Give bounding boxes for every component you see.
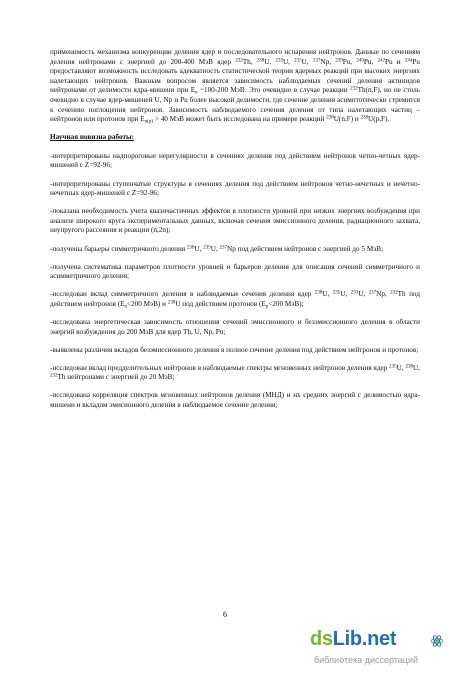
novelty-item — [50, 364, 420, 383]
logo-lib: Lib — [332, 628, 362, 650]
superscript: 237 — [219, 244, 228, 250]
superscript: 242 — [377, 58, 385, 63]
superscript: 238 — [314, 290, 323, 296]
text: U, — [282, 57, 295, 66]
text: -исследован вклад предделительных нейтронов в наблюдаемые спектры мгновенных нейтронов деления ядер — [50, 363, 390, 372]
logo-ds: ds — [310, 628, 333, 650]
document-body — [50, 48, 420, 419]
text: U, — [210, 244, 220, 253]
superscript: 235 — [203, 244, 211, 250]
text: Th нейтронами с энергией до 20 МэВ; — [57, 373, 175, 382]
text: U(n,F) и — [333, 115, 361, 124]
text: U, — [396, 363, 406, 372]
text: U, — [322, 290, 333, 299]
text: Th(n,F), но не столь очевидно в случае ядер-мишеней U, Np и Pu более высокой делимости, где сечение деления асимптотически стремится к сечению поглощения нейтронов. Зависимость наблюдаемого сечения деления от типа налетающих частиц – нейтронов или протонов при E — [50, 86, 420, 124]
text: предоставляют возможность исследовать адекватность статистической теории ядерных реакций при высоких энергиях налетающих нейтронов. Важным вопросом является зависимость наблюдаемых сечений деления актинидов нейтронами от делимости ядра-мишени при E — [50, 67, 420, 95]
text: U(p,F). — [368, 115, 390, 124]
superscript: 232 — [390, 290, 398, 296]
text: применимость механизма конкуренции деления ядер и последовательного испарения нейтронов. Данные по сечениям деления нейтронами с энергией до 200-400 МэВ ядер — [50, 48, 420, 66]
novelty-item: -интерпретированы надпороговые нерегулярности в сечениях деления под действием нейтронов четно-четных ядер-мишеней с Z=92-96; — [50, 151, 420, 170]
superscript: 233 — [350, 290, 359, 296]
superscript: 235 — [389, 364, 397, 370]
novelty-item — [50, 290, 420, 309]
superscript: 238 — [186, 244, 195, 250]
dslib-logo — [310, 628, 396, 651]
superscript: 238 — [167, 300, 176, 306]
novelty-item: -интерпретированы ступенчатые структуры в сечениях деления под действием нейтронов четно-нечетных и нечетно-нечетных ядер-мишеней с Z=92-96; — [50, 179, 420, 198]
section-heading: Научная новизна работы: — [50, 133, 135, 142]
superscript: 238 — [405, 364, 413, 370]
superscript: 232 — [235, 58, 243, 63]
text: <200 МэВ); — [268, 299, 304, 308]
superscript: 233 — [275, 58, 283, 63]
novelty-item — [50, 245, 420, 255]
superscript: 239 — [335, 58, 343, 63]
novelty-item: -выявлены различия вкладов безэмиссионного деления в полное сечение деления под действием нейтронов и протонов; — [50, 345, 419, 354]
text: Th, — [242, 57, 257, 66]
text: ~100-200 МэВ. Это очевидно в случае реакции — [197, 86, 351, 95]
text: <200 МэВ) и — [127, 299, 168, 308]
novelty-item: -исследована корреляция спектров мгновенных нейтронов деления (МНД) и их средних энергий с делимостью ядра-мишени и вкладом эмисионного деления в наблюдаемое сечение деления; — [50, 391, 420, 410]
logo-net: .net — [361, 628, 397, 650]
superscript: 244 — [404, 58, 413, 63]
novelty-item: -показана необходимость учета квазичастичных эффектов в плотности уровней при низких энергиях возбуждения при анализе широкого круга экспериментальных данных, включая сечения эмиссионного деления, радиационного захвата, неупругого рассеяния и реакции (n,2n); — [50, 207, 420, 235]
subscript: n — [195, 90, 198, 96]
text: U, — [301, 57, 313, 66]
novelty-item: -исследована энергетическая зависимость отношения сечений эмиссионного и безэмиссионного деления в области энергий возбуждения до 200 МэВ для ядер Th, U, Np, Pu; — [50, 317, 420, 336]
superscript: 235 — [332, 290, 341, 296]
text: -исследован вклад симметричного деления в наблюдаемые сечения деления ядер — [50, 290, 315, 299]
text: Th под действием нейтронов (E — [50, 290, 420, 308]
text: Pu — [412, 57, 420, 66]
text: U, — [358, 290, 369, 299]
superscript: 238 — [360, 115, 369, 121]
text: > 40 МэВ может быть исследована на примере реакций — [153, 115, 327, 124]
text: U, — [340, 290, 351, 299]
text: U, — [194, 244, 204, 253]
page-number: 6 — [223, 610, 227, 619]
subscript: n(p) — [144, 119, 154, 125]
intro-paragraph — [50, 48, 420, 125]
subscript: n — [124, 304, 128, 310]
text: Pu и — [384, 57, 405, 66]
logo-tagline: библиотека диссертаций — [314, 655, 419, 665]
superscript: 238 — [256, 58, 265, 63]
text: Np, — [376, 290, 391, 299]
superscript: 237 — [368, 290, 377, 296]
text: U под действием протонов (E — [175, 299, 266, 308]
superscript: 235 — [294, 58, 302, 63]
superscript: 237 — [312, 58, 321, 63]
text: U, — [264, 57, 276, 66]
dslib-watermark[interactable] — [310, 628, 446, 678]
atom-icon — [430, 634, 444, 648]
text: U, — [412, 363, 420, 372]
text: -получены барьеры симметричного деления — [50, 244, 187, 253]
text: Pu, — [363, 57, 378, 66]
novelty-item: -получена систематика параметров плотности уровней и барьеров деления для описания сечений симметричного и асимметричного деления; — [50, 262, 420, 281]
superscript: 238 — [326, 115, 334, 121]
text: Pu, — [342, 57, 357, 66]
superscript: 232 — [50, 373, 58, 379]
subscript: p — [265, 304, 269, 310]
superscript: 240 — [356, 58, 364, 63]
superscript: 232 — [350, 86, 358, 92]
text: Np под действием нейтронов с энергией до 5 МэВ; — [227, 244, 384, 253]
text: Np, — [320, 57, 336, 66]
